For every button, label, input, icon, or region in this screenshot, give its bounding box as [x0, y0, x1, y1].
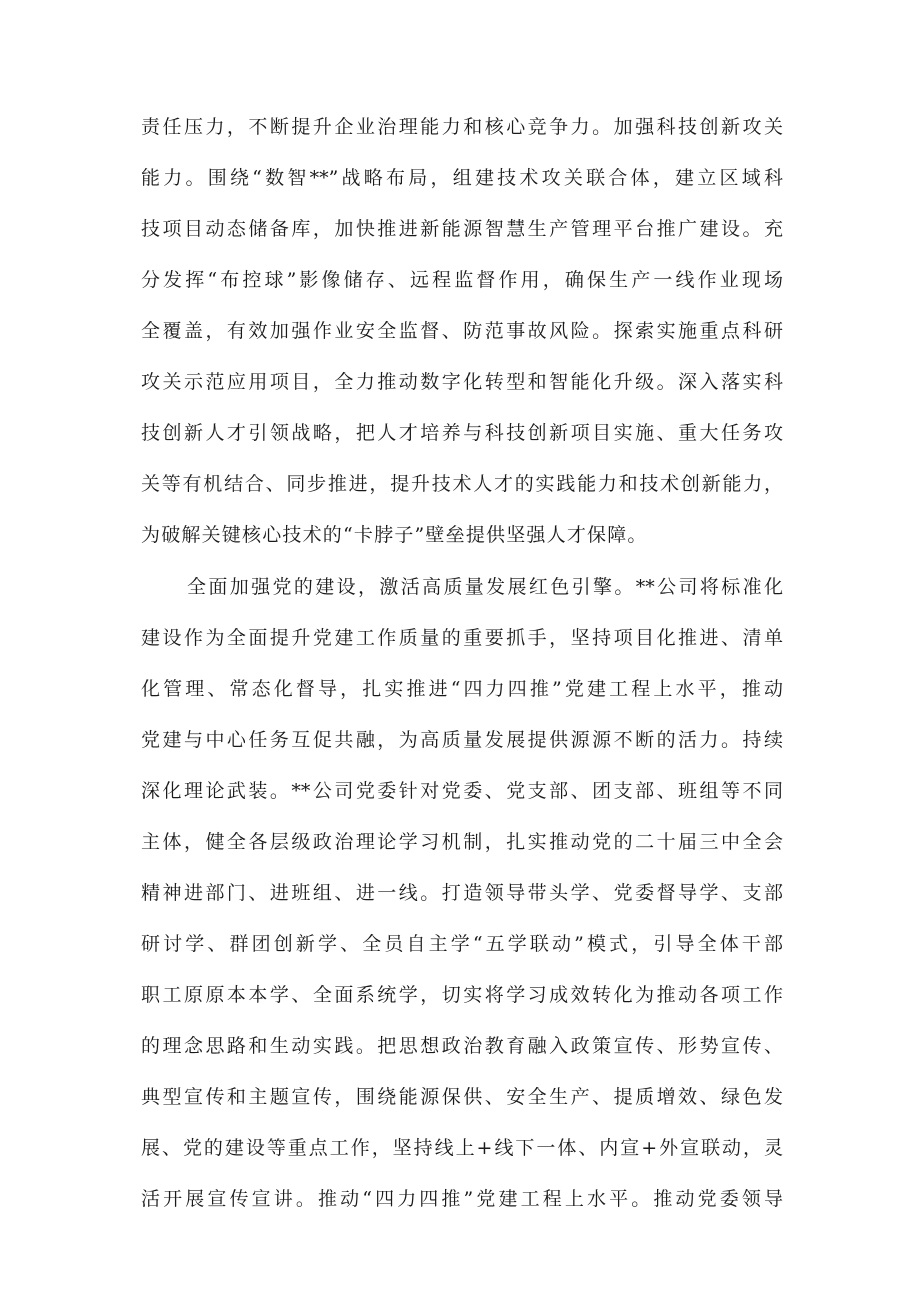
text-line: 技项目动态储备库，加快推进新能源智慧生产管理平台推广建设。充 — [141, 218, 783, 240]
text-line: 研讨学、群团创新学、全员自主学“五学联动”模式，引导全体干部 — [141, 933, 783, 955]
text-line: 的理念思路和生动实践。把思想政治教育融入政策宣传、形势宣传、 — [141, 1035, 783, 1057]
text-line: 全覆盖，有效加强作业安全监督、防范事故风险。探索实施重点科研 — [141, 320, 783, 342]
text-line: 活开展宣传宣讲。推动“四力四推”党建工程上水平。推动党委领导 — [141, 1188, 783, 1210]
text-line: 责任压力，不断提升企业治理能力和核心竞争力。加强科技创新攻关 — [141, 116, 783, 138]
text-line: 建设作为全面提升党建工作质量的重要抓手，坚持项目化推进、清单 — [141, 627, 783, 649]
text-line: 技创新人才引领战略，把人才培养与科技创新项目实施、重大任务攻 — [141, 422, 783, 444]
text-line: 精神进部门、进班组、进一线。打造领导带头学、党委督导学、支部 — [141, 882, 783, 904]
text-line: 关等有机结合、同步推进，提升技术人才的实践能力和技术创新能力， — [141, 473, 783, 495]
text-line: 典型宣传和主题宣传，围绕能源保供、安全生产、提质增效、绿色发 — [141, 1086, 783, 1108]
text-line: 化管理、常态化督导，扎实推进“四力四推”党建工程上水平，推动 — [141, 678, 783, 700]
text-line: 党建与中心任务互促共融，为高质量发展提供源源不断的活力。持续 — [141, 729, 783, 751]
text-line: 分发挥“布控球”影像储存、远程监督作用，确保生产一线作业现场 — [141, 269, 783, 291]
text-line: 能力。围绕“数智**”战略布局，组建技术攻关联合体，建立区域科 — [141, 167, 783, 189]
text-line: 深化理论武装。**公司党委针对党委、党支部、团支部、班组等不同 — [141, 780, 783, 802]
text-line: 主体，健全各层级政治理论学习机制，扎实推动党的二十届三中全会 — [141, 831, 783, 853]
text-line: 全面加强党的建设，激活高质量发展红色引擎。**公司将标准化 — [187, 576, 783, 598]
text-line: 为破解关键核心技术的“卡脖子”壁垒提供坚强人才保障。 — [141, 524, 648, 546]
text-line: 展、党的建设等重点工作，坚持线上+线下一体、内宣+外宣联动，灵 — [141, 1137, 783, 1159]
text-line: 攻关示范应用项目，全力推动数字化转型和智能化升级。深入落实科 — [141, 371, 783, 393]
text-line: 职工原原本本学、全面系统学，切实将学习成效转化为推动各项工作 — [141, 984, 783, 1006]
